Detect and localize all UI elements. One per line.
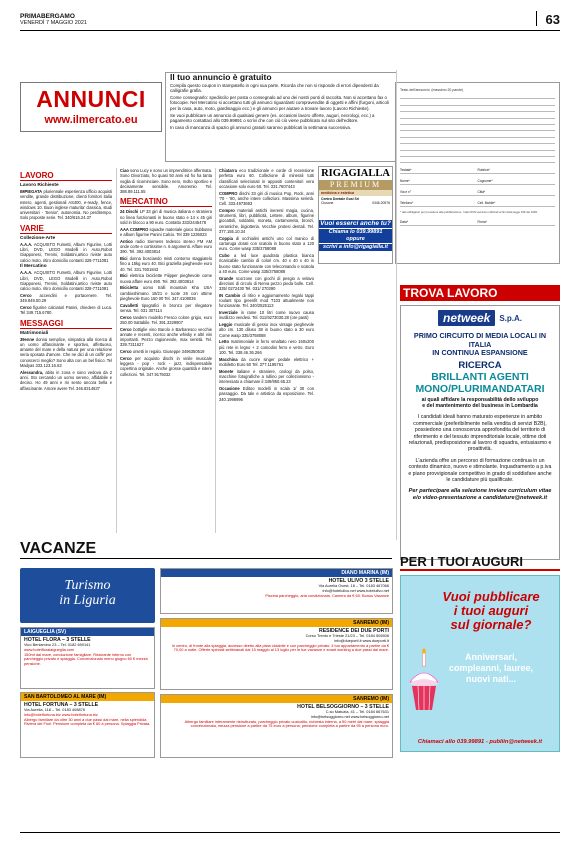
hotel-ad-belsoggiorno — [160, 694, 393, 758]
classified-ad: AAA COMPRO squadre materiale gioco Subbuteo e album figurine Panini Calcio. Tel 339 1236023 — [120, 226, 212, 238]
rigagialla-title: RIGAGIALLA — [319, 167, 392, 180]
job-offer: L'azienda offre un percorso di formazione continua in un contesto dinamico, nuovo e stimolante. Inquadramento a p.iva e piano provvigionale competitivo in grado di soddisfare anche le candidature più qualificate. — [408, 457, 552, 483]
header-rule — [20, 30, 560, 31]
hotel-name: RESIDENCE DEI DUE PORTI — [318, 628, 389, 634]
classified-ad: Cavalletti tipografici in bronzo per rilegatore sensa. Tel. 031 307114 — [120, 302, 212, 313]
rigagialla-premium: PREMIUM — [319, 180, 392, 190]
rigagialla-category: medicina e estetica — [319, 190, 392, 196]
classified-ad: IN Cambio di ritiro e aggiornamento regalo tappi roulant tipo greenfit mod T103 attualmente non funzionante. Tel. 340/2525113 — [219, 292, 314, 309]
classified-ad: Ciao sono Lucy e sono un imprenditrice affermata. Sono Divorziato, ho quasi 50 anni ed ho ha tanta voglia di ricominciare. Sono nero, molto sportivo e decisamente sensibile. Amoremio Tel. 388.89.111.55 — [120, 168, 212, 195]
hotel-website[interactable]: info@belsoggiorno.net www.belsoggiorno.net — [310, 713, 389, 719]
coupon-title: Testo dell'annuncio (massimo 20 parole) — [400, 88, 464, 92]
job-responsibility: ai quali affidare la responsabilità dello sviluppo e del mantenimento del business in Lombardia — [421, 396, 539, 409]
hotel-address: Via Aurelia, 118 – Tel. 0183 408876 — [24, 707, 86, 712]
field-firma[interactable]: Firma* — [478, 220, 556, 226]
auguri-header: PER I TUOI AUGURI — [400, 553, 560, 571]
hotel-website[interactable]: info@dueporti.it www.dueporti.it — [334, 637, 389, 643]
classified-ad: Cerco per acquisto dischi in vinile musicale leggera - pop - rock - jazz, indispensabile copertina originale. Anche grosse quantità e intere collezioni. Tel. 347.9175032 — [120, 355, 212, 377]
field-data[interactable]: Data* — [400, 220, 478, 226]
column-divider — [116, 168, 117, 533]
section-lavoro: LAVORO — [20, 171, 112, 181]
field-via[interactable]: Via e n° — [400, 190, 478, 196]
hotel-description: In centro, di fronte alla spiaggia, accesso diretto alla pista ciclabile e con parcheggio privato. Il tuo appartamento a partire da € 70,00 a notte. Offerte speciali settimanali dal 15 maggio al 13 luglio per le tue vacanze e smart working a due passi dal mare. — [171, 642, 389, 653]
hotel-name: HOTEL ULIVO 3 STELLE — [328, 578, 389, 584]
hotel-description: Albergo familiare interamente ristrutturato, parcheggio privato custodito, richiesta interna, a 50 metri dal mare, spiaggia convenzionata, mezza pensione a partire da 75 euro a persona, pensione completa a partire da 95 a persona euro. — [184, 718, 389, 729]
hotel-address: Corso Trento e Trieste 21/23 – Tel. 0184 506506 — [305, 633, 389, 638]
netweek-wordmark: netweek — [438, 310, 495, 326]
classified-ad: Cerco accendini e portacenere. Tel. 349.849.00.29 — [20, 292, 112, 304]
classified-ad: Antico radio Siemens tedesco stereo FM AM onde corte e cortissime n. 6 argomenti. Affare euro 390. Tel. 392.4003814 — [120, 238, 212, 255]
gratuito-title: Il tuo annuncio è gratuito — [170, 72, 272, 82]
cupcake-icon — [406, 648, 442, 718]
auguri-headline: Vuoi pubblicare i tuoi auguri sul giornale? — [442, 589, 540, 632]
classified-ad: Bici donna bosciando misti contorno staggiatelo fino a 15kg euro 40. Bici graziella pieghevole euro 40. Tel. 331.7601843 — [120, 256, 212, 272]
vacanze-rule — [20, 558, 392, 559]
classified-ad: Monete italiane e straniere, orologi da polso, macchine fotografiche a rullino per collezionismo - interessato a chiamare il 349/850.65.23 — [219, 368, 314, 385]
hotel-location: SAN BARTOLOMEO AL MARE (IM) — [21, 693, 154, 701]
hotel-address: Via Aurelia Ovest, 18 – Tel. 0183 467066 — [318, 583, 389, 588]
classified-ad: Cerco orsetti in regalo. Giuseppe 3496350519 — [120, 349, 205, 355]
trova-lavoro-header: TROVA LAVORO — [400, 285, 560, 301]
vacanze-title: VACANZE — [20, 540, 97, 557]
auguri-contact[interactable]: Chiamaci allo 039.99891 - publiin@netweek.it — [417, 739, 543, 745]
annunci-title: ANNUNCI — [36, 86, 146, 112]
classified-ad: Grande scorzone con giochi di pesgio a velavo direzioni di circolo di Nerva pezzo pieda bolle. Cell. 335/ 0272430 Tel. 031/ 270390 — [219, 275, 314, 292]
rigagialla-listing: Centro Dentale Gusi Srl Clusone 0346.20576 — [321, 197, 390, 206]
job-headline: PRIMO CIRCUITO DI MEDIA LOCALI IN ITALIA IN CONTINUA ESPANSIONE — [413, 331, 547, 357]
hotel-ad-ulivo — [160, 568, 393, 614]
hotel-location: DIANO MARINA (IM) — [161, 569, 392, 577]
coupon-hint: (massimo 20 parole) — [431, 88, 464, 92]
field-cognome[interactable]: Cognome* — [478, 179, 556, 185]
coupon-row — [400, 168, 555, 174]
job-ricerca: RICERCA — [458, 359, 502, 371]
classified-ad: Occasione Editoo modelli in scala 1/ 30 con passaggio. Da tale e artistica da esposizione. Tel. 340.1998996 — [219, 385, 314, 402]
hotel-ad-fortuna — [20, 692, 155, 758]
hotel-name: HOTEL FORTUNA – 3 STELLE — [24, 702, 99, 708]
hotel-description: Albergo familiare da oltre 30 anni a due passi dal mare, nella splendida Riviera dei Fiori. Pensione completa da € 60 a persona. Spiaggia Privata. — [24, 716, 151, 727]
hotel-name: HOTEL BELSOGGIORNO – 3 STELLE — [297, 704, 389, 710]
classified-ad: A.A.A. ACQUISTO Fumetti, Album Figurine, Lotti Libri, DVD, LEGO Modelli in Auto,Robot Giapponesi, Trenini, Soldatini,artico riviste auto calcio moto. ritiro domicilio contanti 328-7711081 — [20, 241, 112, 263]
issue-date: VENERDÌ 7 MAGGIO 2021 — [20, 20, 87, 26]
job-requirements: I candidati ideali hanno maturato esperienze in ambito commerciale (preferibilmente nella vendita di servizi B2B), possiedono una conoscenza approfondita del territorio di riferimento e del tessuto imprenditoriale locale, ottime doti relazionali, predisposizione al lavoro di squadra, entusiasmo e proattività. — [408, 414, 552, 453]
annunci-logo — [20, 82, 162, 132]
hotel-location: SANREMO (IM) — [161, 619, 392, 627]
section-messaggi: MESSAGGI — [20, 319, 112, 329]
gratuito-paragraph: In caso di mancanza di spazio gli annunci gratuiti saranno pubblicati la settimana successiva. — [170, 124, 352, 130]
classified-ad: 24 Dischi LP 33 giri di musica italiana e straniera no linea funzionanti in buono stato e 14 x 45 giri sold in blocco a 90 euro. Contatto 333/2445478 — [120, 209, 212, 226]
hotel-address: C.so Matuzia, 41 – Tel. 0184 667631 — [325, 709, 389, 714]
coupon-form — [395, 82, 560, 264]
rigagialla-ad — [318, 166, 393, 264]
classifieds-column-1 — [20, 168, 112, 538]
column-divider — [396, 70, 397, 540]
field-rubrica[interactable]: Rubrica* — [478, 168, 556, 174]
classified-ad: Alessandra, abito in zona e sono vedova da 2 anni. Sto cercando un uomo sereno, affidabile e deciso. Ho 49 anni e mi sento ancora bella e affascinante. Amore avere Tel. 346.8314637 — [20, 369, 112, 391]
gratuito-paragraph: Se vuoi pubblicare un annuncio di qualsiasi genere (es. occasioni lavoro offerte, auguri, necrologi, ecc.) a pagamento contattaci allo 039.99891 o scrivi che con ciò ciò viene pubblicato sul sito dell'editore. — [170, 112, 375, 124]
hotel-ad-dueporti — [160, 618, 393, 690]
classified-ad: Coppia di occhialini antichi uno col manico di cartaruga dorati con scatola in buono stato a 120 euro. Come wasp 335/3758088 — [219, 235, 314, 252]
subsection-title: Collezione-Arte — [20, 235, 56, 241]
classified-ad: IMPIEGATA pluriennale esperienza ufficio acquisti vendite, grande distribuzione, clienti fornitori italia estero, agenti, gestionali AS400, e-ready, fence, windows 10. Buon inglese maturita' classica, studi universitari - 'Senior', autonomia. No perditempo. Solo proposte serie. Tel. 340/616.24.37 — [20, 189, 112, 221]
auguri-subline: Anniversari, compleanni, lauree, nuovi nati... — [448, 652, 534, 684]
rigagialla-email[interactable]: scrivi a info@rigagialla.it — [319, 244, 392, 251]
gratuito-info — [170, 72, 392, 131]
turismo-liguria-banner — [20, 568, 155, 623]
netweek-spa: S.p.A. — [499, 313, 523, 323]
subsection-title: Matrimoniali — [20, 330, 49, 336]
coupon-row — [400, 179, 555, 185]
field-nome[interactable]: Nome* — [400, 179, 478, 185]
classified-ad: Leggio musicale di gesso inox vintage pieghevole alto cm. 130 diluso 38 in buono stato a 30 euro Come wasp 335/3758088 — [219, 322, 314, 338]
rigagialla-cta: Vuoi esserci anche tu? — [320, 220, 391, 228]
classified-ad: Cerco figurine calciatori Panini, chiedere di Luca. Tel 349.715.6780 — [20, 304, 112, 316]
field-citta[interactable]: Città* — [478, 190, 556, 196]
coupon-row — [400, 201, 555, 207]
classified-ad: Chiatarra eco tradizionale e corde di recensione perfetta euro 60. Collezione di minerali tutti classificati selezionati in appositi contenitori vera occasione solo euro 60. Tel. 331.7607443 — [219, 168, 314, 189]
gratuito-paragraph: Come consegnarlo: spediscilo per posta o consegnalo ad uno dei nostri punti di raccolta. Non si accettano fax o fotocopie. Nel Mercatino si accettano tutti gli annunci riguardanti compravendite di oggetti e affini (furgoni, articoli per la casa, auto, moto, giardinaggio ecc.) e gli annunci per aiutare a trovare lavoro (Lavoro Richieste). — [170, 94, 389, 111]
page-header-left — [20, 14, 87, 26]
subsection-title: Il Mercatino — [20, 264, 47, 270]
job-apply: Per partecipare alla selezione inviare curriculum vitae e/o video-presentazione a candidature@netweek.it — [408, 488, 552, 502]
netweek-logo — [401, 310, 559, 326]
turismo-title: Turismo in Liguria — [59, 578, 116, 608]
rigagialla-phone: Chiama lo 039.99891 oppure — [319, 229, 392, 243]
classified-ad: Inverziale in rame 10 litri come nuovo causa inutilizzo vendesi. Tel. 011/9273030.28 (ore pasti) — [219, 310, 314, 321]
page-number: 63 — [545, 12, 560, 27]
privacy-note: * dati obbligatori per procedere alla pubblicazione. I dati NON verranno utilizzati ai fini della legge 196 del 1993. — [400, 210, 538, 215]
job-ad — [400, 305, 560, 560]
coupon-row — [400, 190, 555, 196]
coupon-row — [400, 220, 555, 226]
gratuito-paragraph: Compila questo coupon in stampatello in ogni sua parte. Ricorda che non si risponde di errori dipendenti da calligrafie grafia. — [170, 82, 379, 94]
classified-ad: COMPRO dischi 33 giri di musica Pop, Rock, anni '70 - '80, anche intere collezioni. Massima serietà. Cell. 333.4973693 — [219, 190, 314, 207]
hotel-name: HOTEL FLORA – 3 STELLE — [24, 637, 91, 643]
hotel-description: 150mt dal mare, conduzione famigliare. Ristorante interno con parcheggio privato e spiaggia. Convenzionato menu giugno 60 € mezza pensione. — [24, 651, 148, 667]
classified-ad: Macchina da cucire singer pedale elettrico + mobiletto Euro 50 Tel. 377.1195761 — [219, 356, 314, 367]
coupon-text-line[interactable] — [400, 157, 555, 163]
classified-ad: A.A.A. ACQUISTO Fumetti, Album Figurine, Lotti Libri, DVD, LEGO Modelli in Auto,Robot Giapponesi, Trenini, Soldatini,artico riviste auto calcio moto. ritiro domicilio contanti 328-7711081 — [20, 270, 112, 292]
classified-ad: Compro materiali antichi inerenti magia, cucina, strumenti, libri, pubblicità, Lettere, album, figurine giocattoli, soldatini, moneta, cartamoneta, bronzi, ceramiche, bigiotteria. Vecchie protesi dentali. Tel. 377.155.10.34 — [219, 207, 314, 235]
column-divider — [215, 168, 216, 533]
job-role: BRILLANTI AGENTI MONO/PLURIMANDATARI — [415, 370, 545, 395]
hotel-address: Vico Beniamino 23 – Tel. 0182 690141 — [24, 642, 91, 647]
section-varie: VARIE — [20, 224, 112, 234]
hotel-website[interactable]: www.hotelfloralaigueglia.com — [24, 646, 75, 652]
field-telefono[interactable]: Telefono* — [400, 201, 478, 207]
classified-ad: Letto matrimoniale in ferro smaltato nero 160x200 più rete in legno + 2 comodini ferro e vetro. Euro 100. Tel. 338.46.36.266 — [219, 339, 314, 356]
field-cell[interactable]: Cell. Mobile* — [478, 201, 556, 207]
classified-ad: Bici elettrica biciclette Fiiipper pieghevole come nuova affare euro 490. Tel. 392.4003814 — [120, 273, 212, 284]
hotel-website[interactable]: info@hotelfortuna.biz www.hotelfortuna.biz — [24, 711, 98, 717]
hotel-website[interactable]: info@hotelulivo.net www.hotelulivo.net — [322, 587, 389, 593]
hotel-ad-flora — [20, 627, 155, 689]
classified-ad: Cerco tandem modello Fresco colore grigio, euro 250.00 trattabile. Tel. 391.3329907 — [120, 314, 212, 325]
hotel-description: Piscina parcheggio, aria condizionata. Camera da € 60. Bonus Vacanze — [265, 592, 389, 598]
annunci-url[interactable]: www.ilmercato.eu — [44, 114, 138, 126]
header-divider — [536, 11, 537, 26]
page-footer-rule — [20, 832, 560, 833]
paper-name: PRIMABERGAMO — [20, 13, 75, 20]
field-testata[interactable]: Testata* — [400, 168, 478, 174]
classifieds-column-3 — [219, 168, 314, 538]
classified-ad: Cerco bottiglie vino Barolo e Barbaresco vecchie annate e recenti, ricerco anche whisky e altri vini importanti. Pezzo ragionevole, max serietà. Tel. 339.7311627 — [120, 326, 212, 348]
auguri-ad — [400, 575, 560, 752]
section-mercatino: MERCATINO — [120, 197, 212, 207]
classifieds-column-2 — [120, 168, 212, 538]
hotel-location: SANREMO (IM) — [161, 695, 392, 703]
hotel-location: LAIGUEGLIA (SV) — [21, 628, 154, 636]
classified-ad: Cubo a led luce quadrata plastica bianca ricaricabile cambio di colori cm. 40 x 40 x 40 in buono stato funzionante con telecomando e scatola a 40 euro. Come wasp 335/3758088 — [219, 253, 314, 274]
classified-ad: 39enne donna semplice, simpatica alla ricerca di un uomo affascinante e sportivo, affettuoso, amante del mare e della natura per una relazione seria sposata d'amore. Che ne dici di un caffè' per conoscerci meglio? Sono alta con un bel fisico. Tel Madyas 333.123.16.63 — [20, 336, 112, 368]
subsection-title: Lavoro Richieste — [20, 183, 59, 188]
classified-ad: Bicicletta uomo tralli mountain Kha USA cambioshimano 18/21 e ruote 26 con ottime pieghevole Euro 150 00 Tel. 347.4109036 — [120, 285, 212, 301]
